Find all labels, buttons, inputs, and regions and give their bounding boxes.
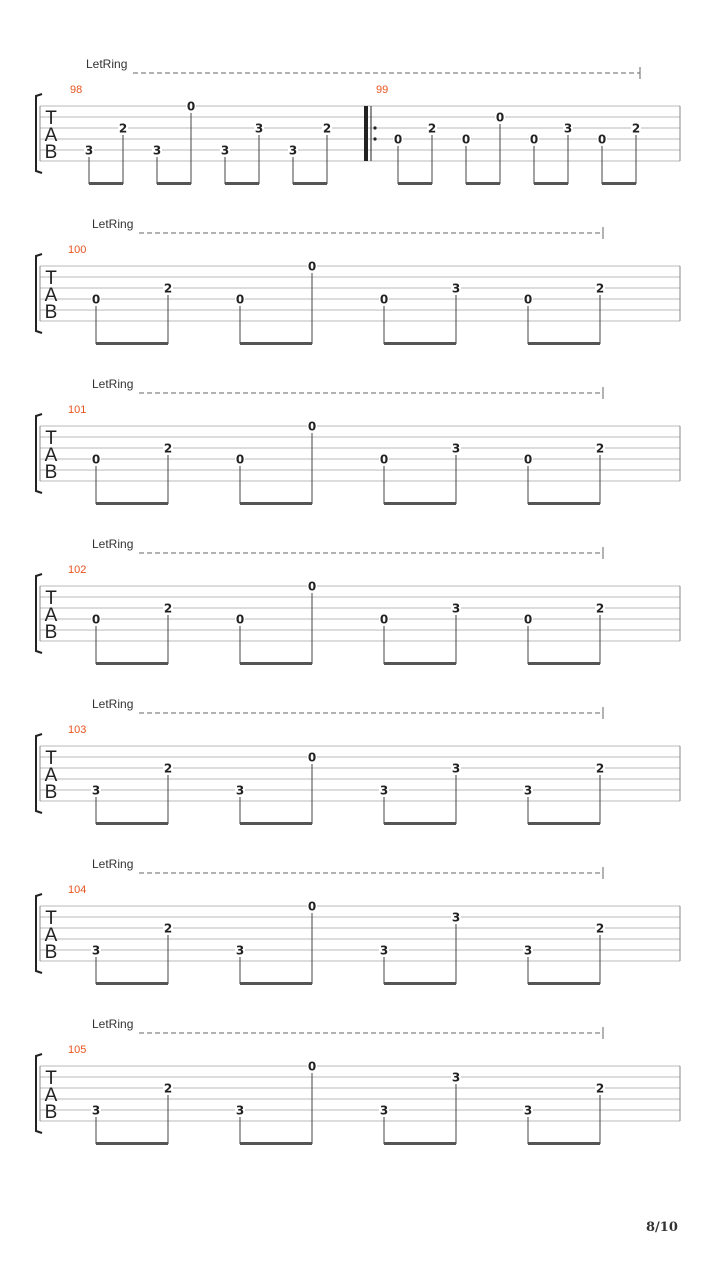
- fret-number: 0: [307, 579, 317, 594]
- fret-number: 3: [379, 783, 389, 798]
- tab-clef-letter: B: [44, 302, 58, 323]
- fret-number: 3: [379, 943, 389, 958]
- note-beam: [528, 342, 600, 345]
- fret-number: 2: [163, 761, 173, 776]
- let-ring-label: LetRing: [92, 377, 134, 391]
- fret-number: 3: [254, 121, 264, 136]
- tab-clef-letter: T: [45, 268, 57, 289]
- tab-clef-letter: B: [44, 142, 58, 163]
- let-ring-label: LetRing: [86, 57, 128, 71]
- fret-number: 2: [163, 1081, 173, 1096]
- fret-number: 3: [451, 601, 461, 616]
- let-ring-label: LetRing: [92, 217, 134, 231]
- fret-number: 3: [84, 143, 94, 158]
- measure-number: 101: [68, 404, 87, 416]
- fret-number: 0: [307, 899, 317, 914]
- note-beam: [89, 182, 123, 185]
- fret-number: 3: [235, 783, 245, 798]
- tab-clef-letter: T: [45, 1068, 57, 1089]
- note-beam: [240, 982, 312, 985]
- fret-number: 3: [563, 121, 573, 136]
- note-beam: [157, 182, 191, 185]
- tab-clef-letter: A: [44, 125, 58, 146]
- note-beam: [466, 182, 500, 185]
- measure-number: 104: [68, 884, 87, 896]
- fret-number: 0: [379, 612, 389, 627]
- fret-number: 2: [595, 761, 605, 776]
- fret-number: 2: [163, 281, 173, 296]
- fret-number: 3: [288, 143, 298, 158]
- fret-number: 0: [235, 452, 245, 467]
- fret-number: 0: [461, 132, 471, 147]
- fret-number: 2: [163, 441, 173, 456]
- fret-number: 3: [451, 281, 461, 296]
- fret-number: 0: [91, 292, 101, 307]
- fret-number: 0: [495, 110, 505, 125]
- fret-number: 0: [235, 292, 245, 307]
- fret-number: 3: [451, 1070, 461, 1085]
- measure-number: 100: [68, 244, 87, 256]
- measure-number: 105: [68, 1044, 87, 1056]
- tab-clef-letter: B: [44, 1102, 58, 1123]
- note-beam: [240, 502, 312, 505]
- fret-number: 0: [91, 612, 101, 627]
- note-beam: [240, 822, 312, 825]
- note-beam: [240, 662, 312, 665]
- fret-number: 2: [595, 601, 605, 616]
- note-beam: [96, 342, 168, 345]
- tab-clef-letter: T: [45, 908, 57, 929]
- note-beam: [96, 1142, 168, 1145]
- fret-number: 3: [235, 943, 245, 958]
- fret-number: 0: [393, 132, 403, 147]
- tab-clef-letter: A: [44, 1085, 58, 1106]
- note-beam: [528, 822, 600, 825]
- fret-number: 0: [307, 750, 317, 765]
- measure-number: 103: [68, 724, 87, 736]
- tab-clef-letter: T: [45, 748, 57, 769]
- tab-clef-letter: T: [45, 428, 57, 449]
- fret-number: 0: [523, 452, 533, 467]
- fret-number: 0: [307, 259, 317, 274]
- note-beam: [384, 1142, 456, 1145]
- tab-clef-letter: B: [44, 942, 58, 963]
- fret-number: 2: [427, 121, 437, 136]
- fret-number: 0: [523, 612, 533, 627]
- tab-clef-letter: T: [45, 108, 57, 129]
- note-beam: [384, 662, 456, 665]
- tab-clef-letter: A: [44, 765, 58, 786]
- fret-number: 2: [595, 281, 605, 296]
- fret-number: 2: [118, 121, 128, 136]
- repeat-dot: [373, 137, 376, 140]
- let-ring-label: LetRing: [92, 697, 134, 711]
- fret-number: 0: [379, 292, 389, 307]
- fret-number: 3: [235, 1103, 245, 1118]
- let-ring-label: LetRing: [92, 537, 134, 551]
- fret-number: 2: [322, 121, 332, 136]
- note-beam: [240, 1142, 312, 1145]
- note-beam: [528, 1142, 600, 1145]
- tab-clef-letter: A: [44, 605, 58, 626]
- repeat-start-thick-bar: [364, 106, 368, 161]
- note-beam: [602, 182, 636, 185]
- tab-clef-letter: A: [44, 925, 58, 946]
- fret-number: 3: [523, 943, 533, 958]
- note-beam: [398, 182, 432, 185]
- fret-number: 3: [523, 783, 533, 798]
- note-beam: [384, 502, 456, 505]
- fret-number: 0: [91, 452, 101, 467]
- repeat-dot: [373, 126, 376, 129]
- fret-number: 3: [91, 943, 101, 958]
- fret-number: 3: [451, 441, 461, 456]
- fret-number: 2: [595, 921, 605, 936]
- fret-number: 3: [451, 910, 461, 925]
- note-beam: [528, 502, 600, 505]
- note-beam: [528, 982, 600, 985]
- fret-number: 2: [595, 1081, 605, 1096]
- tab-clef-letter: T: [45, 588, 57, 609]
- note-beam: [384, 342, 456, 345]
- fret-number: 3: [91, 783, 101, 798]
- fret-number: 3: [152, 143, 162, 158]
- fret-number: 0: [235, 612, 245, 627]
- fret-number: 0: [186, 99, 196, 114]
- note-beam: [96, 662, 168, 665]
- note-beam: [240, 342, 312, 345]
- measure-number: 99: [376, 84, 389, 96]
- note-beam: [384, 982, 456, 985]
- measure-number: 98: [70, 84, 83, 96]
- note-beam: [534, 182, 568, 185]
- fret-number: 3: [451, 761, 461, 776]
- fret-number: 0: [523, 292, 533, 307]
- page-number: 8/10: [646, 1220, 678, 1235]
- fret-number: 3: [220, 143, 230, 158]
- note-beam: [96, 982, 168, 985]
- tab-clef-letter: A: [44, 285, 58, 306]
- tab-clef-letter: B: [44, 622, 58, 643]
- fret-number: 2: [163, 601, 173, 616]
- fret-number: 2: [595, 441, 605, 456]
- note-beam: [96, 502, 168, 505]
- tab-clef-letter: B: [44, 782, 58, 803]
- fret-number: 3: [379, 1103, 389, 1118]
- fret-number: 2: [631, 121, 641, 136]
- fret-number: 2: [163, 921, 173, 936]
- note-beam: [225, 182, 259, 185]
- tab-clef-letter: B: [44, 462, 58, 483]
- fret-number: 0: [307, 1059, 317, 1074]
- let-ring-label: LetRing: [92, 1017, 134, 1031]
- tab-clef-letter: A: [44, 445, 58, 466]
- fret-number: 0: [307, 419, 317, 434]
- note-beam: [96, 822, 168, 825]
- fret-number: 3: [91, 1103, 101, 1118]
- fret-number: 3: [523, 1103, 533, 1118]
- fret-number: 0: [379, 452, 389, 467]
- note-beam: [293, 182, 327, 185]
- fret-number: 0: [529, 132, 539, 147]
- note-beam: [384, 822, 456, 825]
- note-beam: [528, 662, 600, 665]
- fret-number: 0: [597, 132, 607, 147]
- measure-number: 102: [68, 564, 87, 576]
- let-ring-label: LetRing: [92, 857, 134, 871]
